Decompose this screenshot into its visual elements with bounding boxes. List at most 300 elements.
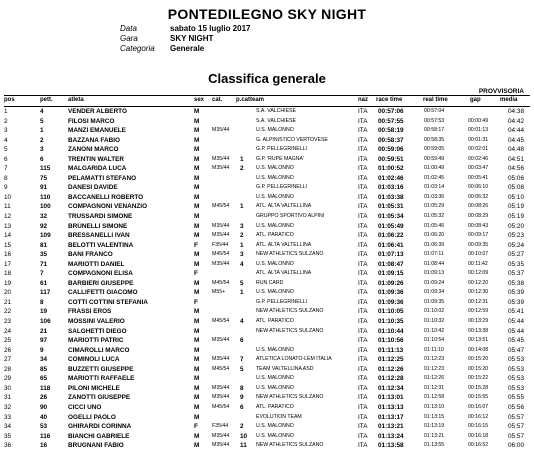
row-bib: 109 [40, 232, 51, 240]
row-race-time: 01:00:52 [378, 165, 404, 173]
row-team: EVOLUTION TEAM [256, 413, 302, 420]
row-team: G.P. 'RUPE MAGNA' [256, 155, 305, 162]
row-position: 14 [4, 232, 12, 240]
row-average: 05:44 [508, 327, 524, 335]
row-sex: M [194, 308, 200, 316]
row-gap: 00:15:20 [468, 365, 489, 372]
row-bib: 65 [40, 375, 48, 383]
row-cat-pos: 7 [240, 356, 244, 364]
row-nationality: ITA [358, 146, 368, 154]
row-race-time: 01:13:21 [378, 423, 404, 431]
row-gap: 00:03:47 [468, 165, 489, 172]
row-sex: M [194, 203, 200, 211]
row-sex: M [194, 260, 200, 268]
header-athlete: atleta [68, 97, 84, 103]
row-bib: 2 [40, 136, 44, 144]
row-gap: 00:16:18 [468, 432, 489, 439]
row-nationality: ITA [358, 327, 368, 335]
row-gap: 00:16:52 [468, 442, 489, 449]
row-position: 1 [4, 108, 8, 115]
row-nationality: ITA [358, 108, 368, 115]
meta-label-date: Data [120, 24, 137, 33]
row-position: 11 [4, 203, 11, 211]
row-real-time: 01:09:34 [424, 289, 445, 296]
row-race-time: 01:02:46 [378, 174, 404, 182]
row-bib: 9 [40, 346, 44, 354]
row-average: 05:57 [508, 413, 524, 421]
row-real-time: 01:12:23 [424, 356, 445, 363]
row-nationality: ITA [358, 270, 368, 278]
row-nationality: ITA [358, 222, 368, 230]
row-position: 10 [4, 193, 12, 201]
ranking-title: Classifica generale [208, 71, 326, 86]
row-nationality: ITA [358, 213, 368, 221]
header-top-rule [4, 95, 530, 96]
table-row [0, 222, 534, 232]
row-cat-pos: 2 [240, 232, 244, 240]
row-bib: 8 [40, 298, 44, 306]
row-gap: 00:13:51 [468, 337, 489, 344]
row-nationality: ITA [358, 423, 368, 431]
row-position: 31 [4, 394, 12, 402]
row-nationality: ITA [358, 365, 368, 373]
row-real-time: 01:10:42 [424, 327, 445, 334]
row-average: 05:47 [508, 346, 524, 354]
row-gap: 00:12:30 [468, 289, 489, 296]
row-position: 23 [4, 318, 12, 326]
row-nationality: ITA [358, 136, 368, 144]
header-gap: gap [470, 97, 481, 103]
row-cat-pos: 1 [240, 241, 244, 249]
row-real-time: 00:59:05 [424, 146, 445, 153]
row-nationality: ITA [358, 384, 368, 392]
row-average: 05:55 [508, 394, 524, 402]
row-category: M35/44 [212, 165, 230, 172]
row-race-time: 01:12:25 [378, 356, 404, 364]
meta-label-category: Categoria [120, 44, 155, 53]
table-row [0, 374, 534, 384]
row-cat-pos: 1 [240, 289, 244, 297]
row-category: M45/54 [212, 203, 230, 210]
row-cat-pos: 2 [240, 165, 244, 173]
header-bib: pett. [40, 97, 53, 103]
row-gap: 00:15:20 [468, 356, 489, 363]
row-athlete: MOSSINI VALERIO [68, 318, 125, 326]
row-race-time: 01:07:13 [378, 251, 404, 259]
row-cat-pos: 8 [240, 384, 244, 392]
table-row [0, 279, 534, 289]
row-team: G.P. PELLEGRINELLI [256, 298, 307, 305]
row-sex: M [194, 318, 200, 326]
row-real-time: 01:05:46 [424, 222, 445, 229]
row-position: 4 [4, 136, 8, 144]
row-race-time: 00:57:06 [378, 108, 404, 115]
row-category: M35/44 [212, 127, 230, 134]
row-athlete: BANI FRANCO [68, 251, 113, 259]
table-row [0, 413, 534, 423]
row-bib: 71 [40, 260, 48, 268]
table-row [0, 393, 534, 403]
row-athlete: BRESSANELLI IVAN [68, 232, 130, 240]
row-sex: M [194, 155, 200, 163]
row-race-time: 01:05:49 [378, 222, 404, 230]
row-bib: 3 [40, 146, 44, 154]
row-team: U.S. MALONNO [256, 375, 294, 382]
row-cat-pos: 9 [240, 394, 244, 402]
row-sex: F [194, 241, 198, 249]
row-athlete: MALGARIDA LUCA [68, 165, 127, 173]
header-cat-pos: p.cat [236, 97, 251, 103]
row-race-time: 01:05:34 [378, 213, 404, 221]
row-gap: 00:06:10 [468, 184, 489, 191]
row-race-time: 01:13:13 [378, 403, 404, 411]
row-position: 24 [4, 327, 12, 335]
row-athlete: BARBIERI GIUSEPPE [68, 279, 134, 287]
row-real-time: 01:09:24 [424, 279, 445, 286]
row-category: F35/44 [212, 423, 229, 430]
header-real-time: real time [423, 97, 448, 103]
row-athlete: OGELLI PAOLO [68, 413, 116, 421]
table-row [0, 317, 534, 327]
row-athlete: PILONI MICHELE [68, 384, 120, 392]
row-position: 2 [4, 117, 8, 125]
meta-value-race: SKY NIGHT [170, 34, 214, 43]
row-team: U.S. MALONNO [256, 222, 294, 229]
row-bib: 91 [40, 184, 48, 192]
row-real-time: 01:12:31 [424, 384, 445, 391]
row-team: ATL. ALTA VALTELLINA [256, 270, 312, 277]
row-nationality: ITA [358, 193, 368, 201]
table-row [0, 164, 534, 174]
table-row [0, 136, 534, 146]
row-nationality: ITA [358, 403, 368, 411]
row-position: 3 [4, 127, 8, 135]
table-row [0, 365, 534, 375]
row-athlete: ZANONI MARCO [68, 146, 119, 154]
row-team: TEAM VALTELLINA ASD [256, 365, 314, 372]
row-team: GRUPPO SPORTIVO ALPINI [256, 213, 325, 220]
meta-value-category: Generale [170, 44, 205, 53]
event-meta [120, 24, 250, 54]
row-gap: 00:09:17 [468, 232, 489, 239]
row-cat-pos: 2 [240, 423, 244, 431]
row-athlete: BRUNELLI SIMONE [68, 222, 128, 230]
row-athlete: GHIRARDI CORINNA [68, 423, 132, 431]
row-category: M35/44 [212, 260, 230, 267]
row-position: 36 [4, 442, 12, 450]
header-sex: sex [194, 97, 205, 103]
row-cat-pos: 5 [240, 279, 244, 287]
row-athlete: COTTI COTTINI STEFANIA [68, 298, 148, 306]
row-race-time: 01:05:31 [378, 203, 404, 211]
row-gap: 00:08:43 [468, 222, 489, 229]
row-sex: F [194, 270, 198, 278]
row-average: 05:53 [508, 365, 524, 373]
row-cat-pos: 1 [240, 203, 244, 211]
row-race-time: 01:10:05 [378, 308, 404, 316]
row-athlete: TRENTIN WALTER [68, 155, 124, 163]
row-average: 05:45 [508, 337, 524, 345]
row-sex: M [194, 184, 200, 192]
row-gap: 00:06:32 [468, 193, 489, 200]
row-team: U.S. MALONNO [256, 432, 294, 439]
row-sex: M [194, 356, 200, 364]
row-average: 05:56 [508, 403, 524, 411]
table-row [0, 288, 534, 298]
row-category: M35/44 [212, 384, 230, 391]
row-gap: 00:02:01 [468, 146, 489, 153]
row-race-time: 01:06:22 [378, 232, 404, 240]
row-team: S.A. VALCHIESE [256, 117, 296, 124]
row-position: 19 [4, 279, 12, 287]
row-average: 04:45 [508, 136, 524, 144]
row-race-time: 00:58:19 [378, 127, 404, 135]
row-team: ATL. ALTA VALTELLINA [256, 241, 312, 248]
header-average: media [500, 97, 518, 103]
row-race-time: 01:12:26 [378, 365, 404, 373]
row-category: M55+ [212, 289, 226, 296]
row-athlete: CIMAROLLI MARCO [68, 346, 130, 354]
row-bib: 85 [40, 365, 48, 373]
row-cat-pos: 11 [240, 442, 247, 450]
row-nationality: ITA [358, 337, 368, 345]
row-team: U.S. MALONNO [256, 289, 294, 296]
row-average: 05:19 [508, 203, 524, 211]
row-athlete: COMINOLI LUCA [68, 356, 120, 364]
row-category: M35/44 [212, 356, 230, 363]
row-sex: M [194, 213, 200, 221]
row-average: 05:38 [508, 279, 524, 287]
row-nationality: ITA [358, 174, 368, 182]
meta-label-race: Gara [120, 34, 138, 43]
row-position: 15 [4, 241, 12, 249]
row-average: 04:44 [508, 127, 524, 135]
row-average: 05:37 [508, 270, 524, 278]
row-bib: 90 [40, 403, 48, 411]
row-position: 17 [4, 260, 12, 268]
row-real-time: 00:58:17 [424, 127, 445, 134]
row-sex: M [194, 136, 200, 144]
row-sex: M [194, 327, 200, 335]
row-sex: F [194, 423, 198, 431]
row-sex: M [194, 127, 200, 135]
row-athlete: SALGHETTI DIEGO [68, 327, 127, 335]
table-row [0, 155, 534, 165]
row-position: 25 [4, 337, 12, 345]
row-team: U.S. MALONNO [256, 260, 294, 267]
row-gap: 00:05:41 [468, 174, 489, 181]
row-gap: 00:15:28 [468, 384, 489, 391]
row-race-time: 01:08:47 [378, 260, 404, 268]
row-bib: 115 [40, 165, 51, 173]
row-race-time: 01:06:41 [378, 241, 404, 249]
row-athlete: CALLIFETTI GIACOMO [68, 289, 138, 297]
row-average: 04:38 [508, 108, 524, 115]
results-table [0, 107, 534, 451]
table-row [0, 174, 534, 184]
row-average: 05:53 [508, 375, 524, 383]
row-gap: 00:10:07 [468, 251, 489, 258]
row-category: M45/54 [212, 365, 230, 372]
row-average: 05:06 [508, 174, 524, 182]
table-row [0, 260, 534, 270]
row-team: U.S. MALONNO [256, 193, 294, 200]
row-real-time: 01:12:23 [424, 365, 445, 372]
row-real-time: 01:09:13 [424, 270, 445, 277]
row-sex: M [194, 108, 200, 115]
row-position: 6 [4, 155, 8, 163]
row-gap: 00:08:29 [468, 213, 489, 220]
row-position: 33 [4, 413, 12, 421]
row-bib: 81 [40, 241, 48, 249]
row-position: 22 [4, 308, 12, 316]
row-category: M45/54 [212, 279, 230, 286]
row-position: 5 [4, 146, 8, 154]
row-sex: M [194, 403, 200, 411]
row-sex: M [194, 365, 200, 373]
row-bib: 75 [40, 174, 48, 182]
row-sex: M [194, 117, 200, 125]
row-real-time: 01:13:15 [424, 413, 445, 420]
row-bib: 32 [40, 213, 48, 221]
row-nationality: ITA [358, 394, 368, 402]
row-real-time: 01:13:19 [424, 423, 445, 430]
row-nationality: ITA [358, 251, 368, 259]
row-real-time: 01:02:45 [424, 174, 445, 181]
row-category: M45/54 [212, 251, 230, 258]
row-sex: M [194, 337, 200, 345]
row-sex: M [194, 413, 200, 421]
row-gap: 00:02:46 [468, 155, 489, 162]
row-sex: M [194, 165, 200, 173]
row-race-time: 01:10:56 [378, 337, 404, 345]
header-race-time: race time [376, 97, 403, 103]
table-row [0, 212, 534, 222]
row-real-time: 01:12:58 [424, 394, 445, 401]
row-average: 05:19 [508, 213, 524, 221]
row-cat-pos: 3 [240, 222, 244, 230]
row-average: 04:42 [508, 117, 524, 125]
row-race-time: 01:13:24 [378, 432, 404, 440]
row-cat-pos: 1 [240, 155, 244, 163]
row-athlete: BAZZANA FABIO [68, 136, 120, 144]
row-category: M35/44 [212, 337, 230, 344]
row-athlete: COMPAGNONI ELISA [68, 270, 133, 278]
row-bib: 7 [40, 270, 44, 278]
row-sex: M [194, 394, 200, 402]
row-average: 05:57 [508, 423, 524, 431]
row-sex: M [194, 222, 200, 230]
row-position: 13 [4, 222, 12, 230]
row-average: 06:00 [508, 442, 524, 450]
row-average: 04:51 [508, 155, 524, 163]
row-sex: M [194, 279, 200, 287]
row-race-time: 01:12:28 [378, 375, 404, 383]
row-bib: 34 [40, 356, 48, 364]
table-row [0, 117, 534, 127]
row-category: M35/44 [212, 394, 230, 401]
row-real-time: 01:10:02 [424, 308, 445, 315]
row-gap: 00:15:22 [468, 375, 489, 382]
row-bib: 53 [40, 423, 48, 431]
header-team: team [250, 97, 265, 103]
row-real-time: 00:57:04 [424, 108, 445, 114]
row-cat-pos: 6 [240, 403, 244, 411]
row-bib: 1 [40, 127, 44, 135]
table-row [0, 202, 534, 212]
table-row [0, 384, 534, 394]
row-gap: 00:13:38 [468, 327, 489, 334]
row-athlete: PELAMATTI STEFANO [68, 174, 137, 182]
meta-value-date: sabato 15 luglio 2017 [170, 24, 251, 33]
row-athlete: FILOSI MARCO [68, 117, 115, 125]
row-athlete: FRASSI EROS [68, 308, 112, 316]
row-position: 27 [4, 356, 12, 364]
row-position: 21 [4, 298, 12, 306]
row-position: 30 [4, 384, 12, 392]
row-average: 05:10 [508, 193, 524, 201]
row-nationality: ITA [358, 184, 368, 192]
row-race-time: 01:09:15 [378, 270, 404, 278]
row-gap: 00:12:59 [468, 308, 489, 315]
row-average: 05:23 [508, 232, 524, 240]
row-bib: 6 [40, 155, 44, 163]
row-gap: 00:12:31 [468, 298, 489, 305]
row-nationality: ITA [358, 413, 368, 421]
row-athlete: ZANOTTI GIUSEPPE [68, 394, 131, 402]
row-athlete: BUZZETTI GIUSEPPE [68, 365, 134, 373]
row-sex: M [194, 432, 200, 440]
row-bib: 40 [40, 413, 48, 421]
row-athlete: MARIOTTI PATRIC [68, 337, 124, 345]
row-team: ATL. PARATICO [256, 403, 294, 410]
row-category: M45/54 [212, 403, 230, 410]
row-team: ATL. ALTA VALTELLINA [256, 203, 312, 210]
row-bib: 19 [40, 308, 48, 316]
row-average: 05:35 [508, 260, 524, 268]
table-row [0, 346, 534, 356]
row-team: U.S. MALONNO [256, 174, 294, 181]
table-row [0, 403, 534, 413]
row-average: 05:08 [508, 184, 524, 192]
table-row [0, 183, 534, 193]
row-athlete: BELOTTI VALENTINA [68, 241, 134, 249]
row-race-time: 01:03:38 [378, 193, 404, 201]
row-sex: M [194, 375, 200, 383]
row-position: 26 [4, 346, 12, 354]
row-nationality: ITA [358, 375, 368, 383]
row-athlete: DANESI DAVIDE [68, 184, 118, 192]
row-cat-pos: 4 [240, 260, 244, 268]
row-sex: M [194, 289, 200, 297]
row-team: G.P. PELLEGRINELLI [256, 184, 307, 191]
provisional-label: PROVVISORIA [478, 88, 524, 95]
row-race-time: 00:59:51 [378, 155, 404, 163]
table-row [0, 298, 534, 308]
row-real-time: 01:08:44 [424, 260, 445, 267]
row-team: U.S. MALONNO [256, 423, 294, 430]
row-position: 32 [4, 403, 12, 411]
row-category: M35/44 [212, 222, 230, 229]
row-nationality: ITA [358, 155, 368, 163]
row-position: 28 [4, 365, 12, 373]
row-sex: M [194, 384, 200, 392]
row-nationality: ITA [358, 165, 368, 173]
row-team: NEW ATHLETICS SULZANO [256, 308, 324, 315]
table-row [0, 327, 534, 337]
row-gap: 00:12:20 [468, 279, 489, 286]
table-row [0, 126, 534, 136]
